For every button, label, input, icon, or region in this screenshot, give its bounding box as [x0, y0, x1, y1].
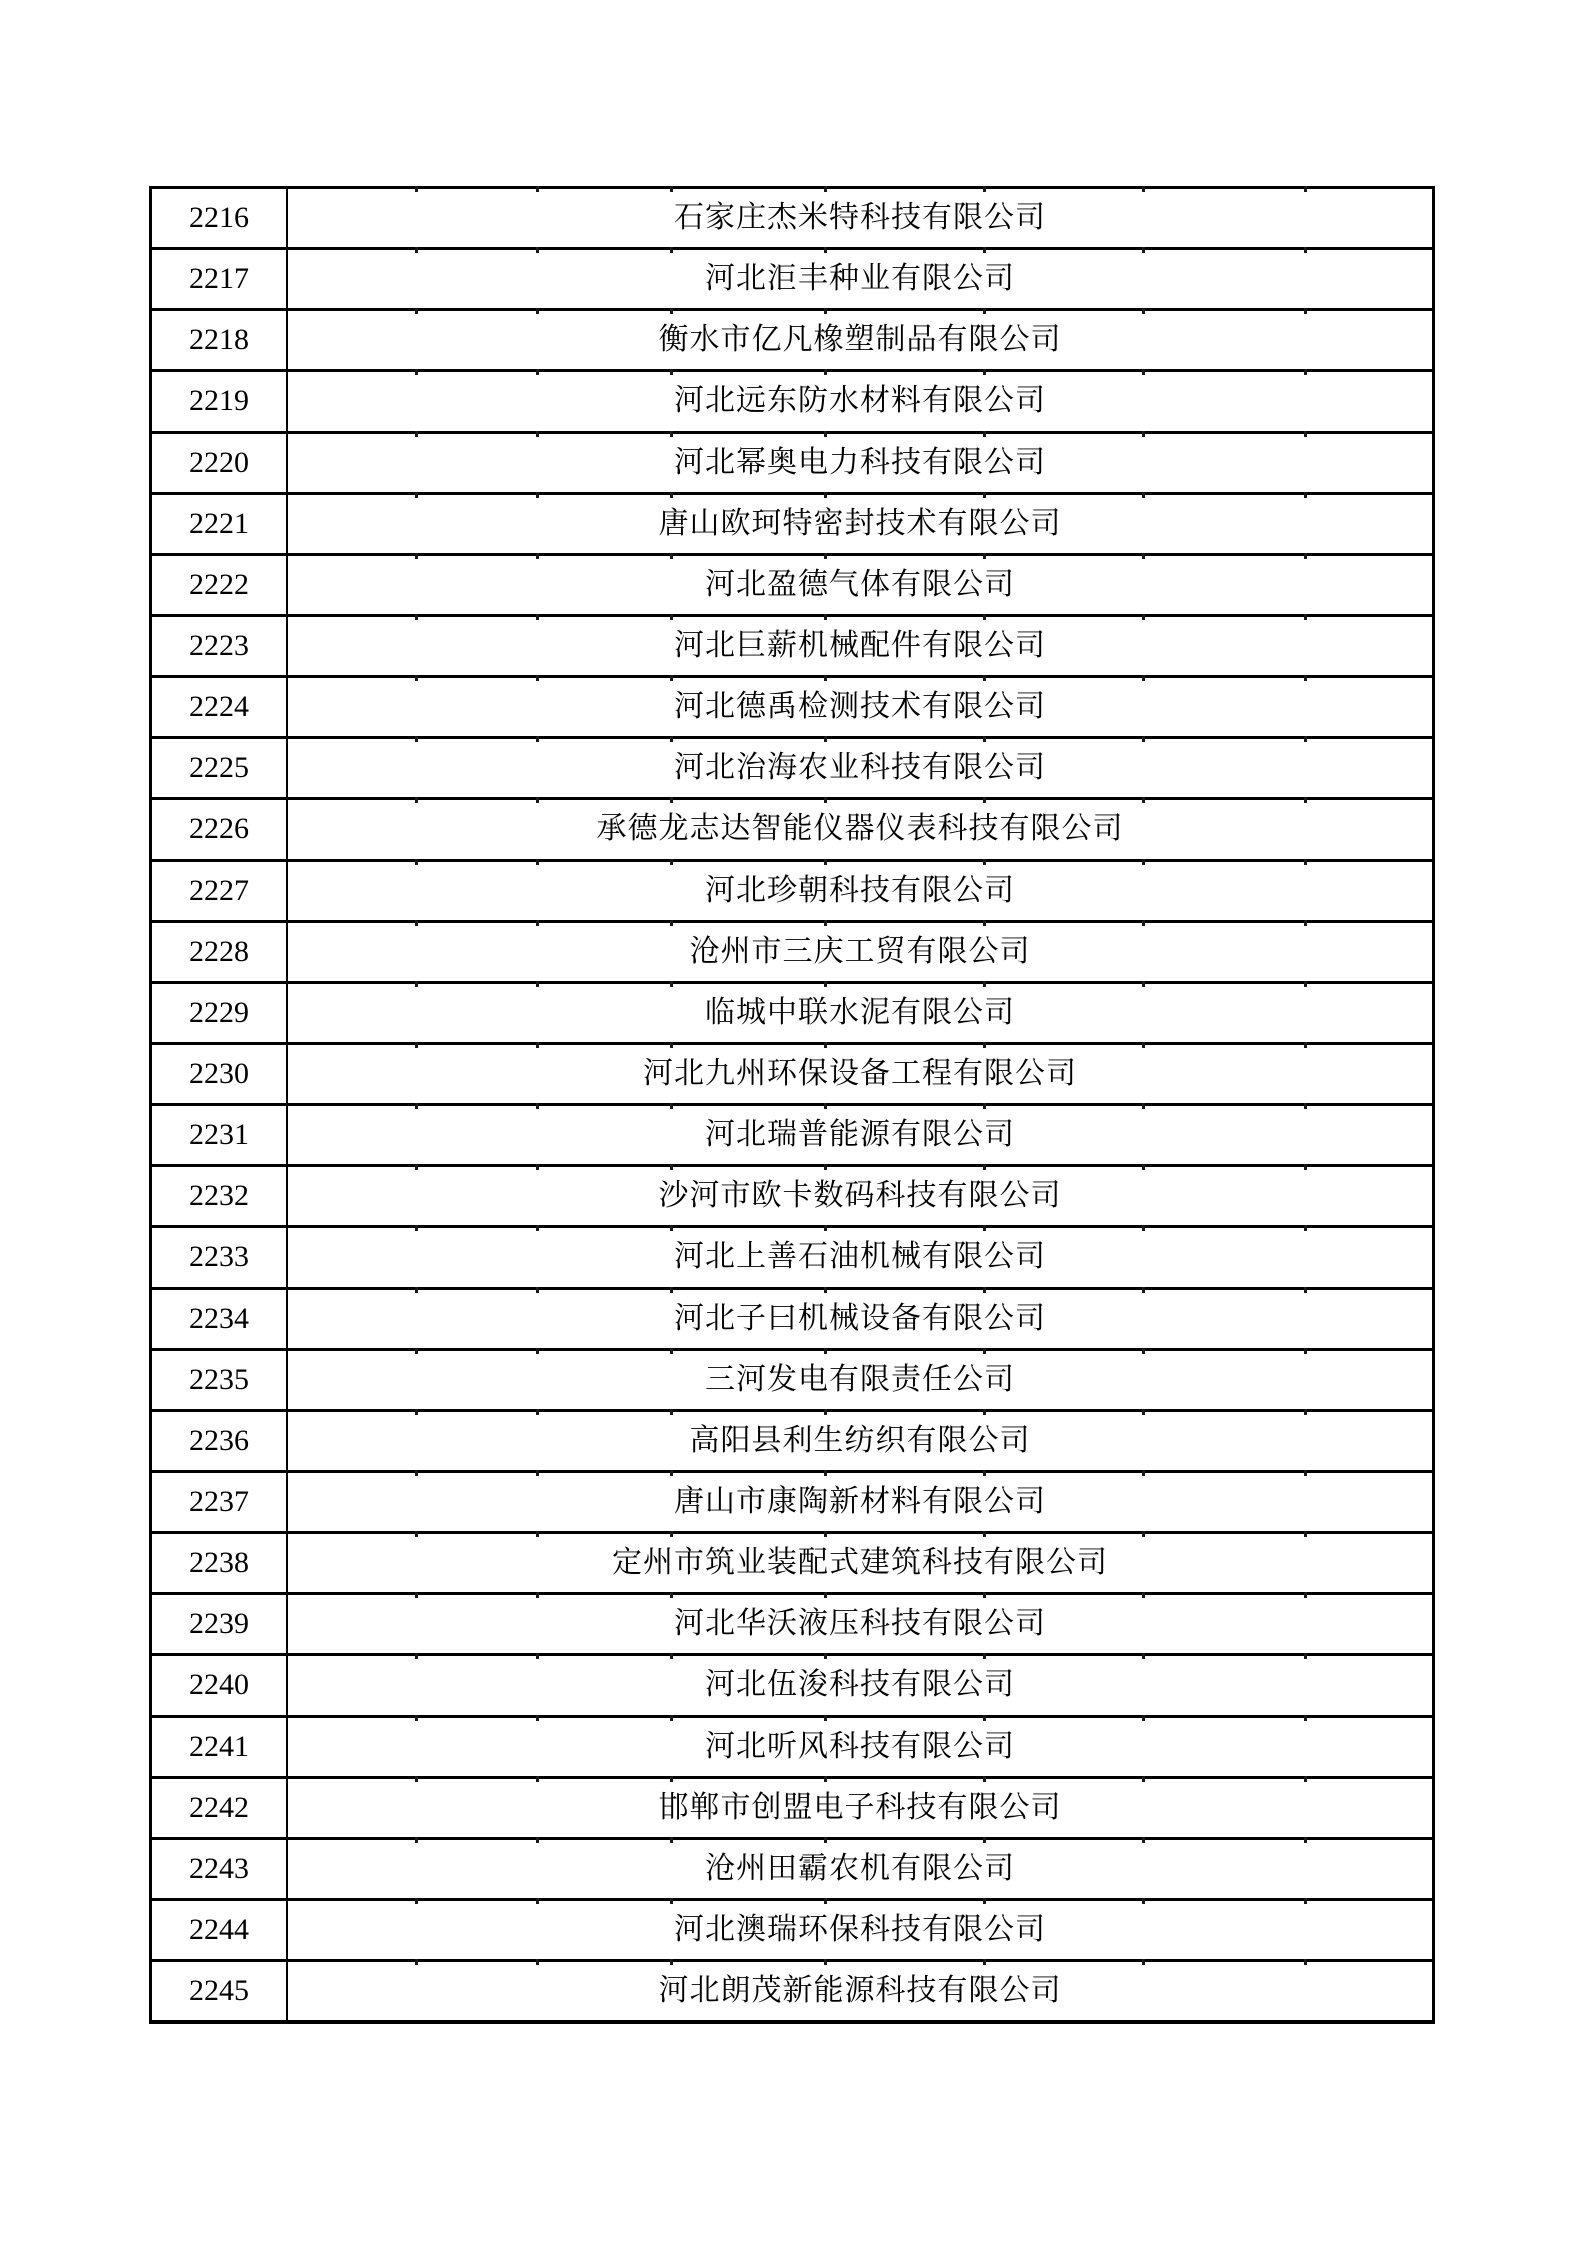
company-name: 河北盈德气体有限公司 — [705, 567, 1015, 601]
company-name: 河北伍浚科技有限公司 — [705, 1668, 1015, 1702]
company-name: 唐山欧珂特密封技术有限公司 — [658, 506, 1062, 540]
row-number: 2241 — [152, 1718, 288, 1776]
table-row — [152, 1653, 1432, 1714]
row-number: 2243 — [152, 1840, 288, 1898]
company-list-table — [149, 186, 1435, 2024]
company-name: 河北朗茂新能源科技有限公司 — [658, 1974, 1062, 2008]
row-number: 2244 — [152, 1901, 288, 1959]
company-name: 高阳县利生纺织有限公司 — [689, 1423, 1031, 1457]
row-number: 2237 — [152, 1473, 288, 1531]
row-number: 2218 — [152, 311, 288, 369]
table-row — [152, 308, 1432, 369]
table-row — [152, 1837, 1432, 1898]
company-name: 河北九州环保设备工程有限公司 — [643, 1057, 1077, 1091]
company-name: 定州市筑业装配式建筑科技有限公司 — [612, 1546, 1108, 1580]
row-number: 2233 — [152, 1228, 288, 1286]
row-number: 2234 — [152, 1290, 288, 1348]
table-row — [152, 1715, 1432, 1776]
row-number: 2230 — [152, 1045, 288, 1103]
table-row — [152, 1409, 1432, 1470]
company-name: 河北上善石油机械有限公司 — [674, 1240, 1046, 1274]
company-name: 河北听风科技有限公司 — [705, 1729, 1015, 1763]
table-row — [152, 1898, 1432, 1959]
table-row — [152, 614, 1432, 675]
company-name: 邯郸市创盟电子科技有限公司 — [658, 1790, 1062, 1824]
company-name: 河北治海农业科技有限公司 — [674, 751, 1046, 785]
company-name: 沙河市欧卡数码科技有限公司 — [658, 1179, 1062, 1213]
row-number: 2239 — [152, 1595, 288, 1653]
table-row — [152, 1103, 1432, 1164]
row-number: 2232 — [152, 1167, 288, 1225]
company-name: 三河发电有限责任公司 — [705, 1362, 1015, 1396]
company-name: 唐山市康陶新材料有限公司 — [674, 1485, 1046, 1519]
company-name: 河北德禹检测技术有限公司 — [674, 690, 1046, 724]
row-number: 2225 — [152, 739, 288, 797]
row-number: 2227 — [152, 862, 288, 920]
row-number: 2228 — [152, 923, 288, 981]
row-number: 2221 — [152, 495, 288, 553]
table-row — [152, 1348, 1432, 1409]
table-row — [152, 1225, 1432, 1286]
company-name: 沧州市三庆工贸有限公司 — [689, 934, 1031, 968]
table-row — [152, 1470, 1432, 1531]
row-number: 2229 — [152, 984, 288, 1042]
table-row — [152, 1959, 1432, 2020]
table-row — [152, 797, 1432, 858]
row-number: 2226 — [152, 800, 288, 858]
row-number: 2223 — [152, 617, 288, 675]
row-number: 2220 — [152, 434, 288, 492]
table-row — [152, 247, 1432, 308]
row-number: 2224 — [152, 678, 288, 736]
row-number: 2236 — [152, 1412, 288, 1470]
row-number: 2222 — [152, 556, 288, 614]
row-number: 2240 — [152, 1656, 288, 1714]
company-name: 河北巨薪机械配件有限公司 — [674, 629, 1046, 663]
table-row — [152, 859, 1432, 920]
row-number: 2235 — [152, 1351, 288, 1409]
table-row — [152, 675, 1432, 736]
row-number: 2238 — [152, 1534, 288, 1592]
row-number: 2216 — [152, 189, 288, 247]
row-number: 2242 — [152, 1779, 288, 1837]
company-name: 石家庄杰米特科技有限公司 — [674, 201, 1046, 235]
company-name: 河北洰丰种业有限公司 — [705, 262, 1015, 296]
table-row — [152, 1164, 1432, 1225]
company-name: 沧州田霸农机有限公司 — [705, 1851, 1015, 1885]
table-row — [152, 492, 1432, 553]
company-name: 河北华沃液压科技有限公司 — [674, 1607, 1046, 1641]
table-row — [152, 431, 1432, 492]
row-number: 2217 — [152, 250, 288, 308]
table-row — [152, 1531, 1432, 1592]
table-row — [152, 1776, 1432, 1837]
table-row — [152, 920, 1432, 981]
company-name: 河北瑞普能源有限公司 — [705, 1118, 1015, 1152]
row-number: 2219 — [152, 372, 288, 430]
company-name: 承德龙志达智能仪器仪表科技有限公司 — [596, 812, 1124, 846]
table-row — [152, 736, 1432, 797]
table-row — [152, 1592, 1432, 1653]
table-row — [152, 189, 1432, 247]
company-name: 衡水市亿凡橡塑制品有限公司 — [658, 323, 1062, 357]
row-number: 2245 — [152, 1962, 288, 2020]
table-row — [152, 981, 1432, 1042]
table-row — [152, 369, 1432, 430]
company-name: 河北幂奥电力科技有限公司 — [674, 445, 1046, 479]
company-name: 河北澳瑞环保科技有限公司 — [674, 1913, 1046, 1946]
table-row — [152, 1042, 1432, 1103]
row-number: 2231 — [152, 1106, 288, 1164]
company-name: 临城中联水泥有限公司 — [705, 995, 1015, 1029]
table-row — [152, 553, 1432, 614]
company-name: 河北珍朝科技有限公司 — [705, 873, 1015, 907]
company-name: 河北远东防水材料有限公司 — [674, 384, 1046, 418]
company-name: 河北子曰机械设备有限公司 — [674, 1301, 1046, 1335]
table-row — [152, 1287, 1432, 1348]
